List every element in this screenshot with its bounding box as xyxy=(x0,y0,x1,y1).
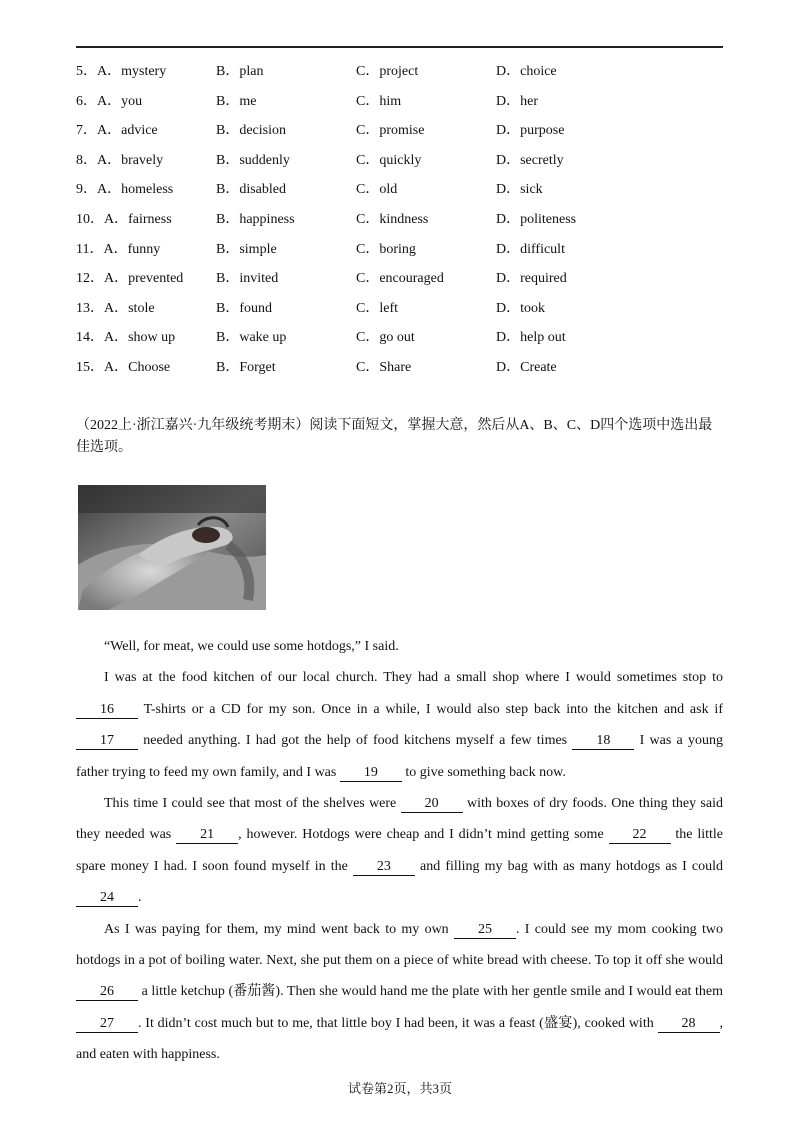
passage-text: and filling my bag with as many hotdogs as I could xyxy=(414,858,723,874)
option-text: B．decision xyxy=(216,123,286,139)
question-row xyxy=(76,358,723,388)
answer-blank: 19 xyxy=(340,764,402,782)
answer-blank: 16 xyxy=(76,701,138,719)
option-b xyxy=(216,358,276,378)
page-footer: 试卷第2页，共3页 xyxy=(347,1081,452,1096)
passage-text: T-shirts or a CD for my son. Once in a while, I would also step back into the kitchen and ask if xyxy=(138,701,723,717)
option-c xyxy=(356,210,428,230)
option-text: C．encouraged xyxy=(356,271,444,287)
question-number: 14． xyxy=(76,330,104,346)
option-c xyxy=(356,328,415,348)
option-text: D．sick xyxy=(496,182,543,198)
option-text: A．prevented xyxy=(104,271,184,287)
answer-blank: 25 xyxy=(454,921,516,939)
question-number: 6． xyxy=(76,93,97,109)
option-text: D．difficult xyxy=(496,241,565,257)
option-text: A．homeless xyxy=(97,182,174,198)
option-text: A．advice xyxy=(97,123,158,139)
option-text: C．project xyxy=(356,64,419,79)
option-text: B．simple xyxy=(216,241,277,257)
option-d xyxy=(496,151,564,171)
option-c xyxy=(356,92,401,112)
option-text: A．show up xyxy=(104,330,176,346)
option-text: A．funny xyxy=(103,241,161,257)
question-number: 11． xyxy=(76,241,104,257)
option-a xyxy=(76,92,142,112)
option-b xyxy=(216,240,277,260)
passage-text: to give something back now. xyxy=(401,764,566,780)
option-text: B．me xyxy=(216,93,257,109)
option-text: B．plan xyxy=(216,64,264,79)
question-number: 8． xyxy=(76,152,97,168)
option-a xyxy=(76,121,158,141)
option-b xyxy=(216,62,263,82)
option-c xyxy=(356,240,416,260)
passage-text: , and eaten with happiness. xyxy=(76,1015,723,1063)
option-text: B．disabled xyxy=(216,182,286,198)
question-number: 9． xyxy=(76,182,97,198)
option-text: A．bravely xyxy=(97,152,164,168)
option-text: B．found xyxy=(216,300,272,316)
option-d xyxy=(496,62,557,82)
passage-text: . It didn’t cost much but to me, that little boy I had been, it was a feast (盛宴), cooked with xyxy=(138,1015,658,1031)
option-b xyxy=(216,180,286,200)
question-row xyxy=(76,328,723,358)
hands-photo-image xyxy=(78,485,266,610)
option-text: D．help out xyxy=(496,330,566,346)
passage-text: I was at the food kitchen of our local church. They had a small shop where I would sometimes stop to xyxy=(104,670,723,686)
option-text: C．old xyxy=(356,182,398,198)
option-a xyxy=(76,299,155,319)
option-d xyxy=(496,180,543,200)
passage-text: As I was paying for them, my mind went back to my own xyxy=(104,921,454,937)
question-number: 13． xyxy=(76,300,104,316)
option-text: A．you xyxy=(97,93,143,109)
reading-passage xyxy=(76,631,723,1071)
passage-text: I was a young father trying to feed my own family, and I was xyxy=(76,733,723,780)
option-text: B．suddenly xyxy=(216,152,290,168)
answer-blank: 23 xyxy=(353,858,415,876)
option-b xyxy=(216,328,286,348)
option-b xyxy=(216,210,295,230)
question-row xyxy=(76,210,723,240)
option-text: A．mystery xyxy=(97,64,167,79)
passage-text: needed anything. I had got the help of food kitchens myself a few times xyxy=(138,733,573,749)
option-text: A．fairness xyxy=(104,211,172,227)
option-text: D．secretly xyxy=(496,152,564,168)
section-intro: （2022上·浙江嘉兴·九年级统考期末）阅读下面短文，掌握大意，然后从A、B、C、D四个选项中选出最佳选项。 xyxy=(76,418,713,455)
option-text: D．purpose xyxy=(496,123,565,139)
option-c xyxy=(356,151,421,171)
question-number: 10． xyxy=(76,211,104,227)
option-text: A．Choose xyxy=(104,359,171,375)
question-row xyxy=(76,92,723,122)
question-row xyxy=(76,121,723,151)
option-text: C．kindness xyxy=(356,211,429,227)
passage-text: . xyxy=(138,890,142,906)
option-c xyxy=(356,121,424,141)
answer-blank: 20 xyxy=(401,795,463,813)
answer-blank: 27 xyxy=(76,1015,138,1033)
option-c xyxy=(356,358,411,378)
option-c xyxy=(356,62,418,82)
option-a xyxy=(76,151,163,171)
passage-text: a little ketchup (番茄酱). Then she would hand me the plate with her gentle smile and I would eat them xyxy=(138,984,723,1000)
question-number: 7． xyxy=(76,123,97,139)
option-b xyxy=(216,121,286,141)
answer-blank: 24 xyxy=(76,889,138,907)
answer-blank: 21 xyxy=(176,826,238,844)
passage-text: the little spare money I had. I soon found myself in the xyxy=(76,827,723,874)
paragraph-2 xyxy=(76,662,723,788)
answer-blank: 22 xyxy=(609,826,671,844)
option-a xyxy=(76,62,166,82)
option-text: D．choice xyxy=(496,64,557,79)
option-d xyxy=(496,269,567,289)
option-d xyxy=(496,299,545,319)
option-text: B．invited xyxy=(216,271,279,287)
option-d xyxy=(496,358,557,378)
paragraph-1: “Well, for meat, we could use some hotdogs,” I said. xyxy=(104,639,399,654)
option-text: A．stole xyxy=(104,300,155,316)
option-c xyxy=(356,180,397,200)
answer-blank: 18 xyxy=(572,732,634,750)
option-b xyxy=(216,269,278,289)
option-d xyxy=(496,92,538,112)
option-text: B．Forget xyxy=(216,359,276,375)
option-c xyxy=(356,269,444,289)
question-number: 15． xyxy=(76,359,104,375)
option-text: D．her xyxy=(496,93,538,109)
option-text: B．happiness xyxy=(216,211,295,227)
answer-blank: 28 xyxy=(658,1015,720,1033)
option-d xyxy=(496,240,565,260)
passage-photo xyxy=(78,485,266,610)
option-text: D．took xyxy=(496,300,545,316)
top-rule xyxy=(76,46,723,48)
option-a xyxy=(76,240,160,260)
option-b xyxy=(216,151,290,171)
option-b xyxy=(216,92,256,112)
option-text: C．quickly xyxy=(356,152,422,168)
option-a xyxy=(76,210,172,230)
question-row xyxy=(76,299,723,329)
question-row xyxy=(76,269,723,299)
option-a xyxy=(76,180,173,200)
question-row xyxy=(76,240,723,270)
option-d xyxy=(496,210,576,230)
option-text: D．required xyxy=(496,271,567,287)
question-number: 5． xyxy=(76,64,97,79)
option-text: B．wake up xyxy=(216,330,287,346)
option-c xyxy=(356,299,398,319)
option-text: C．promise xyxy=(356,123,425,139)
option-b xyxy=(216,299,272,319)
option-text: D．Create xyxy=(496,359,557,375)
passage-text: . I could see my mom cooking two hotdogs in a pot of boiling water. Next, she put them on a piece of white bread with cheese. To top it off she would xyxy=(76,921,723,969)
option-a xyxy=(76,358,170,378)
answer-blank: 26 xyxy=(76,983,138,1001)
paragraph-4 xyxy=(76,914,723,1071)
question-number: 12． xyxy=(76,271,104,287)
option-a xyxy=(76,328,175,348)
question-row xyxy=(76,62,723,92)
option-text: C．go out xyxy=(356,330,415,346)
option-text: C．him xyxy=(356,93,402,109)
answer-options xyxy=(76,62,723,388)
option-d xyxy=(496,121,564,141)
option-a xyxy=(76,269,183,289)
option-text: D．politeness xyxy=(496,211,577,227)
question-row xyxy=(76,180,723,210)
passage-text: with boxes of dry foods. One thing they said they needed was xyxy=(76,796,723,843)
answer-blank: 17 xyxy=(76,732,138,750)
option-text: C．Share xyxy=(356,359,412,375)
passage-text: , however. Hotdogs were cheap and I didn’t mind getting some xyxy=(238,827,609,843)
option-text: C．boring xyxy=(356,241,416,257)
passage-text: This time I could see that most of the shelves were xyxy=(104,796,401,812)
question-row xyxy=(76,151,723,181)
option-d xyxy=(496,328,566,348)
paragraph-3 xyxy=(76,788,723,914)
option-text: C．left xyxy=(356,300,398,316)
